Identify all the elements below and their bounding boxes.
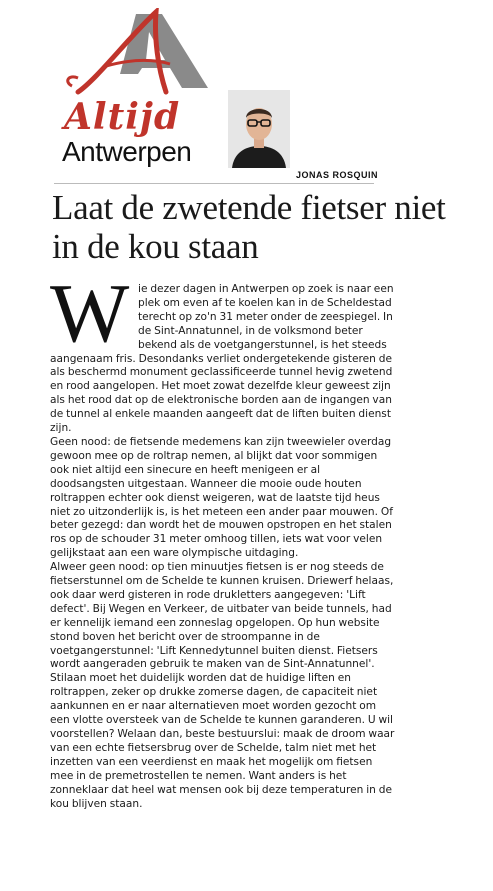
paragraph-2: Geen nood: de fietsende medemens kan zijn tweewieler overdag gewoon mee op de roltrap nemen, al blijkt dat voor sommigen ook niet altijd een sinecure en heeft menigeen er al doodsangsten uitgestaan. Wanneer die mooie oude houten roltrappen echter ook dienst weigeren, wat de laatste tijd heus niet zo uitzonderlijk is, is het meteen een ander paar mouwen. Of beter gezegd: dan wordt het de mouwen opstropen en het stalen ros op de schouder 31 meter omhoog tillen, iets wat voor velen gelijkstaat aan een ware olympische uitdaging. (50, 435, 393, 560)
article-headline: Laat de zwetende fietser niet in de kou staan (52, 188, 446, 266)
author-photo (228, 90, 290, 168)
paragraph-3: Alweer geen nood: op tien minuutjes fietsen is er nog steeds de fietserstunnel om de Schelde te kunnen kruisen. Driewerf helaas, ook daar werd gisteren in rode drukletters aangegeven: 'Lift defect'. Bij Wegen en Verkeer, de uitbater van beide tunnels, had er kennelijk iemand een zonneslag opgelopen. Op hun website stond boven het bericht over de stroompanne in de voetgangerstunnel: 'Lift Kennedytunnel buiten dienst. Fietsers wordt aangeraden gebruik te maken van de Sint-Annatunnel'. (50, 561, 394, 671)
logo-antwerpen-text: Antwerpen (62, 136, 192, 167)
logo-altijd-text: Altijd (64, 96, 181, 138)
masthead-logo (58, 8, 223, 170)
paragraph-1-text: ie dezer dagen in Antwerpen op zoek is naar een plek om even af te koelen kan in de Scheldestad terecht op zo'n 31 meter onder de zeespiegel. In de Sint-Annatunnel, in de volksmond beter bekend als de voetgangerstunnel, is het steeds aangenaam fris. Desondanks verliet ondergetekende gisteren de als beschermd monument geclassificeerde tunnel hevig zwetend en rood aangelopen. Het moet zowat dezelfde kleur geweest zijn als het rood dat op de elektronische borden aan de ingangen van de tunnel al enkele maanden aangeeft dat de liften buiten dienst zijn. (50, 283, 394, 435)
author-name: JONAS ROSQUIN (296, 170, 379, 180)
drop-cap-w (50, 283, 138, 345)
author-portrait-icon (228, 90, 290, 168)
paragraph-4: Stilaan moet het duidelijk worden dat de huidige liften en roltrappen, zeker op drukke zomerse dagen, de capaciteit niet aankunnen en er naar alternatieven moet worden gezocht om een vlotte oversteek van de Schelde te kunnen garanderen. U wil voorstellen? Welaan dan, beste bestuurslui: maak de droom waar van een echte fietsersbrug over de Schelde, talm niet met het inzetten van een veerdienst en maak het mogelijk om fietsen mee in de premetrostellen te nemen. Want anders is het zonneklaar dat heel wat mensen ook bij deze temperaturen in de kou blijven staan. (50, 672, 395, 810)
divider (54, 183, 374, 184)
paragraph-1 (50, 283, 395, 436)
article-body (50, 283, 395, 811)
drop-cap (50, 283, 138, 349)
svg-text:W: W (50, 283, 130, 345)
